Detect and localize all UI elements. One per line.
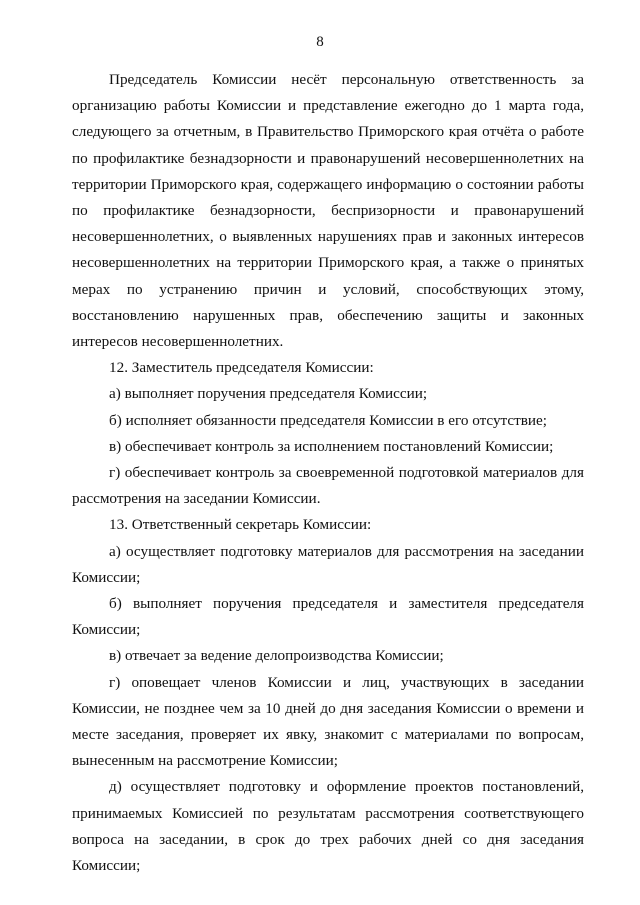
- paragraph-12g: г) обеспечивает контроль за своевременной подготовкой материалов для рассмотрения на заседании Комиссии.: [72, 464, 584, 508]
- paragraph-13b: б) выполняет поручения председателя и заместителя председателя Комиссии;: [72, 595, 584, 639]
- paragraph-13g: г) оповещает членов Комиссии и лиц, участвующих в заседании Комиссии, не позднее чем за 10 дней до дня заседания Комиссии о времени и месте заседания, проверяет их явку, знакомит с материалами по вопросам, вынесенным на рассмотрение Комиссии;: [72, 673, 584, 770]
- paragraph-section-13-heading: 13. Ответственный секретарь Комиссии:: [109, 516, 372, 534]
- paragraph-13v: в) отвечает за ведение делопроизводства Комиссии;: [109, 647, 444, 665]
- paragraph-12a: а) выполняет поручения председателя Комиссии;: [109, 385, 428, 403]
- paragraph-13a: а) осуществляет подготовку материалов для рассмотрения на заседании Комиссии;: [72, 542, 584, 586]
- paragraph-12b: б) исполняет обязанности председателя Комиссии в его отсутствие;: [109, 411, 548, 429]
- paragraph-chairman-responsibility: Председатель Комиссии несёт персональную ответственность за организацию работы Комиссии и представление ежегодно до 1 марта года, следующего за отчетным, в Правительство Приморского края отчёта о работе по профилактике безнадзорности и правонарушений несовершеннолетних на территории Приморского края, содержащего информацию о состоянии работы по профилактике безнадзорности, беспризорности и правонарушений несовершеннолетних, о выявленных нарушениях прав и законных интересов несовершеннолетних на территории Приморского края, а также о принятых мерах по устранению причин и условий, способствующих этому, восстановлению нарушенных прав, обеспечению защиты и законных интересов несовершеннолетних.: [72, 71, 584, 351]
- document-body: [72, 67, 584, 879]
- page-number: 8: [316, 34, 324, 50]
- paragraph-section-12-heading: 12. Заместитель председателя Комиссии:: [109, 359, 374, 377]
- paragraph-12v: в) обеспечивает контроль за исполнением постановлений Комиссии;: [109, 437, 554, 455]
- paragraph-13d: д) осуществляет подготовку и оформление проектов постановлений, принимаемых Комиссией по результатам рассмотрения соответствующего вопроса на заседании, в срок до трех рабочих дней со дня заседания Комиссии;: [72, 778, 584, 875]
